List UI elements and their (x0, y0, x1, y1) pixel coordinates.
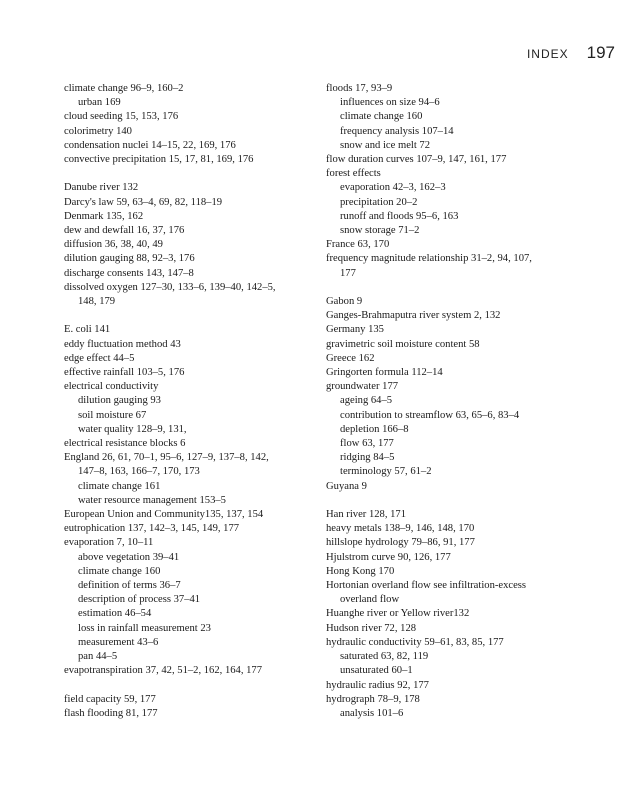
entry-text: water quality 128–9, 131, (78, 423, 187, 435)
entry-text: floods 17, 93–9 (326, 83, 393, 94)
index-subentry (64, 650, 329, 664)
index-entry (64, 82, 329, 96)
entry-text: above vegetation 39–41 (78, 551, 180, 563)
index-subentry (64, 565, 329, 579)
index-subentry (64, 593, 329, 607)
entry-text: hydraulic radius 92, 177 (326, 679, 429, 691)
index-entry (326, 480, 606, 494)
index-entry (326, 522, 606, 536)
entry-text: Denmark 135, 162 (64, 210, 144, 222)
entry-text: climate change 160 (78, 565, 161, 577)
entry-text: European Union and Community135, 137, 154 (64, 509, 264, 521)
index-subentry (64, 394, 329, 408)
entry-text: gravimetric soil moisture content 58 (326, 338, 480, 350)
entry-text: cloud seeding 15, 153, 176 (64, 111, 179, 123)
entry-text: description of process 37–41 (78, 594, 201, 606)
index-entry (64, 267, 329, 281)
entry-text: Greece 162 (326, 352, 375, 364)
entry-text: edge effect 44–5 (64, 352, 135, 364)
index-entry (326, 693, 606, 707)
index-entry (64, 536, 329, 550)
index-entry (64, 196, 329, 210)
entry-text: analysis 101–6 (340, 707, 404, 719)
entry-text: climate change 96–9, 160–2 (64, 83, 184, 94)
index-entry (326, 153, 606, 167)
index-entry (64, 693, 329, 707)
entry-text: effective rainfall 103–5, 176 (64, 367, 185, 379)
index-subentry (326, 650, 606, 664)
entry-text: Germany 135 (326, 324, 384, 336)
index-entry (64, 707, 329, 721)
entry-text: evaporation 42–3, 162–3 (340, 182, 446, 194)
index-subentry (326, 110, 606, 124)
entry-text: urban 169 (78, 97, 121, 109)
entry-continuation: 147–8, 163, 166–7, 170, 173 (78, 466, 200, 478)
entry-text: discharge consents 143, 147–8 (64, 267, 194, 279)
index-subentry (326, 181, 606, 195)
index-entry (64, 366, 329, 380)
index-subentry (326, 437, 606, 451)
index-entry (326, 338, 606, 352)
index-subentry (326, 125, 606, 139)
index-entry (326, 380, 606, 394)
index-subentry (326, 423, 606, 437)
index-entry (326, 551, 606, 565)
entry-group-gap (64, 167, 329, 181)
index-subentry (326, 707, 606, 721)
index-subentry (326, 224, 606, 238)
index-entry (64, 380, 329, 394)
index-entry (64, 125, 329, 139)
index-entry (64, 281, 329, 309)
index-entry (326, 366, 606, 380)
entry-text: dilution gauging 88, 92–3, 176 (64, 253, 195, 265)
index-entry (64, 352, 329, 366)
index-entry (64, 522, 329, 536)
entry-text: E. coli 141 (64, 324, 111, 336)
index-entry (326, 536, 606, 550)
entry-text: flow duration curves 107–9, 147, 161, 177 (326, 154, 507, 166)
entry-text: influences on size 94–6 (340, 97, 440, 109)
entry-text: eutrophication 137, 142–3, 145, 149, 177 (64, 523, 240, 535)
entry-text: water resource management 153–5 (78, 494, 226, 506)
entry-text: hillslope hydrology 79–86, 91, 177 (326, 537, 475, 549)
entry-text: loss in rainfall measurement 23 (78, 622, 211, 634)
index-subentry (326, 139, 606, 153)
entry-text: Darcy's law 59, 63–4, 69, 82, 118–19 (64, 196, 223, 208)
entry-text: saturated 63, 82, 119 (340, 651, 429, 663)
index-subentry (64, 607, 329, 621)
entry-group-gap (326, 494, 606, 508)
index-entry (326, 636, 606, 650)
entry-text: definition of terms 36–7 (78, 580, 181, 592)
entry-text: electrical resistance blocks 6 (64, 438, 186, 450)
index-entry (64, 323, 329, 337)
entry-text: convective precipitation 15, 17, 81, 169, 176 (64, 154, 254, 166)
index-entry (326, 622, 606, 636)
entry-text: evaporation 7, 10–11 (64, 537, 154, 549)
entry-group-gap (64, 679, 329, 693)
index-entry (64, 451, 329, 479)
entry-text: soil moisture 67 (78, 409, 147, 421)
entry-continuation: overland flow (340, 594, 400, 606)
entry-text: dilution gauging 93 (78, 395, 161, 407)
entry-text: Gringorten formula 112–14 (326, 367, 443, 379)
index-entry (326, 167, 606, 181)
entry-group-gap (64, 309, 329, 323)
index-entry (326, 579, 606, 607)
entry-text: diffusion 36, 38, 40, 49 (64, 239, 163, 251)
entry-continuation: 148, 179 (78, 296, 116, 308)
entry-text: estimation 46–54 (78, 608, 152, 620)
index-subentry (326, 96, 606, 110)
entry-text: Gabon 9 (326, 296, 363, 308)
index-entry (64, 181, 329, 195)
entry-text: hydrograph 78–9, 178 (326, 693, 420, 705)
entry-text: runoff and floods 95–6, 163 (340, 210, 459, 222)
index-subentry (64, 96, 329, 110)
entry-text: groundwater 177 (326, 381, 399, 393)
entry-text: Guyana 9 (326, 480, 367, 492)
index-subentry (64, 636, 329, 650)
index-subentry (64, 551, 329, 565)
index-entry (326, 508, 606, 522)
entry-text: electrical conductivity (64, 381, 159, 393)
index-entry (326, 238, 606, 252)
entry-text: terminology 57, 61–2 (340, 466, 432, 478)
index-subentry (326, 409, 606, 423)
entry-text: measurement 43–6 (78, 636, 159, 648)
entry-text: Han river 128, 171 (326, 509, 407, 521)
entry-text: heavy metals 138–9, 146, 148, 170 (326, 523, 475, 535)
entry-text: Huanghe river or Yellow river132 (326, 608, 470, 620)
index-entry (64, 238, 329, 252)
index-subentry (326, 664, 606, 678)
running-header (527, 43, 615, 63)
entry-text: Danube river 132 (64, 182, 139, 194)
entry-text: pan 44–5 (78, 651, 118, 663)
index-subentry (64, 409, 329, 423)
index-entry (64, 338, 329, 352)
page-number: 197 (586, 43, 615, 62)
entry-text: dissolved oxygen 127–30, 133–6, 139–40, 142–5, (64, 281, 276, 293)
entry-text: ridging 84–5 (340, 452, 395, 464)
entry-text: field capacity 59, 177 (64, 693, 156, 705)
section-label: INDEX (526, 47, 569, 61)
entry-text: ageing 64–5 (340, 395, 393, 407)
index-entry (64, 664, 329, 678)
index-entry (64, 110, 329, 124)
entry-text: precipitation 20–2 (340, 196, 418, 208)
index-entry (64, 508, 329, 522)
entry-text: colorimetry 140 (64, 125, 132, 137)
index-subentry (326, 465, 606, 479)
index-subentry (64, 622, 329, 636)
entry-text: depletion 166–8 (340, 423, 409, 435)
entry-group-gap (326, 281, 606, 295)
index-subentry (64, 494, 329, 508)
index-entry (326, 607, 606, 621)
index-entry (326, 309, 606, 323)
index-entry (64, 139, 329, 153)
index-entry (326, 679, 606, 693)
entry-text: flow 63, 177 (340, 438, 394, 450)
entry-text: Hjulstrom curve 90, 126, 177 (326, 551, 451, 563)
entry-text: flash flooding 81, 177 (64, 707, 158, 719)
entry-text: condensation nuclei 14–15, 22, 169, 176 (64, 139, 236, 151)
entry-text: evapotranspiration 37, 42, 51–2, 162, 164, 177 (64, 665, 263, 677)
entry-text: unsaturated 60–1 (340, 665, 413, 677)
entry-text: hydraulic conductivity 59–61, 83, 85, 177 (326, 636, 504, 648)
entry-text: forest effects (326, 168, 381, 180)
index-subentry (326, 451, 606, 465)
index-entry (64, 224, 329, 238)
entry-text: England 26, 61, 70–1, 95–6, 127–9, 137–8, 142, (64, 452, 269, 464)
index-entry (64, 210, 329, 224)
entry-text: climate change 160 (340, 111, 423, 123)
index-entry (64, 437, 329, 451)
index-entry (64, 252, 329, 266)
entry-text: snow storage 71–2 (340, 225, 420, 237)
entry-continuation: 177 (340, 267, 356, 279)
entry-text: frequency magnitude relationship 31–2, 94, 107, (326, 253, 532, 265)
index-subentry (64, 423, 329, 437)
index-subentry (326, 196, 606, 210)
index-subentry (326, 394, 606, 408)
entry-text: Ganges-Brahmaputra river system 2, 132 (326, 310, 501, 322)
entry-text: climate change 161 (78, 480, 161, 492)
entry-text: contribution to streamflow 63, 65–6, 83–4 (340, 409, 520, 421)
index-column-left (64, 82, 329, 721)
index-subentry (64, 579, 329, 593)
index-subentry (326, 210, 606, 224)
entry-text: eddy fluctuation method 43 (64, 338, 181, 350)
index-entry (326, 565, 606, 579)
entry-text: Hortonian overland flow see infiltration-excess (326, 580, 527, 592)
index-entry (326, 82, 606, 96)
index-entry (326, 352, 606, 366)
entry-text: Hong Kong 170 (326, 565, 395, 577)
index-column-right (326, 82, 606, 721)
entry-text: snow and ice melt 72 (340, 139, 431, 151)
entry-text: frequency analysis 107–14 (340, 125, 454, 137)
index-subentry (64, 480, 329, 494)
entry-text: France 63, 170 (326, 239, 390, 251)
entry-text: dew and dewfall 16, 37, 176 (64, 225, 185, 237)
index-entry (326, 323, 606, 337)
index-entry (326, 252, 606, 280)
index-entry (326, 295, 606, 309)
index-entry (64, 153, 329, 167)
entry-text: Hudson river 72, 128 (326, 622, 417, 634)
